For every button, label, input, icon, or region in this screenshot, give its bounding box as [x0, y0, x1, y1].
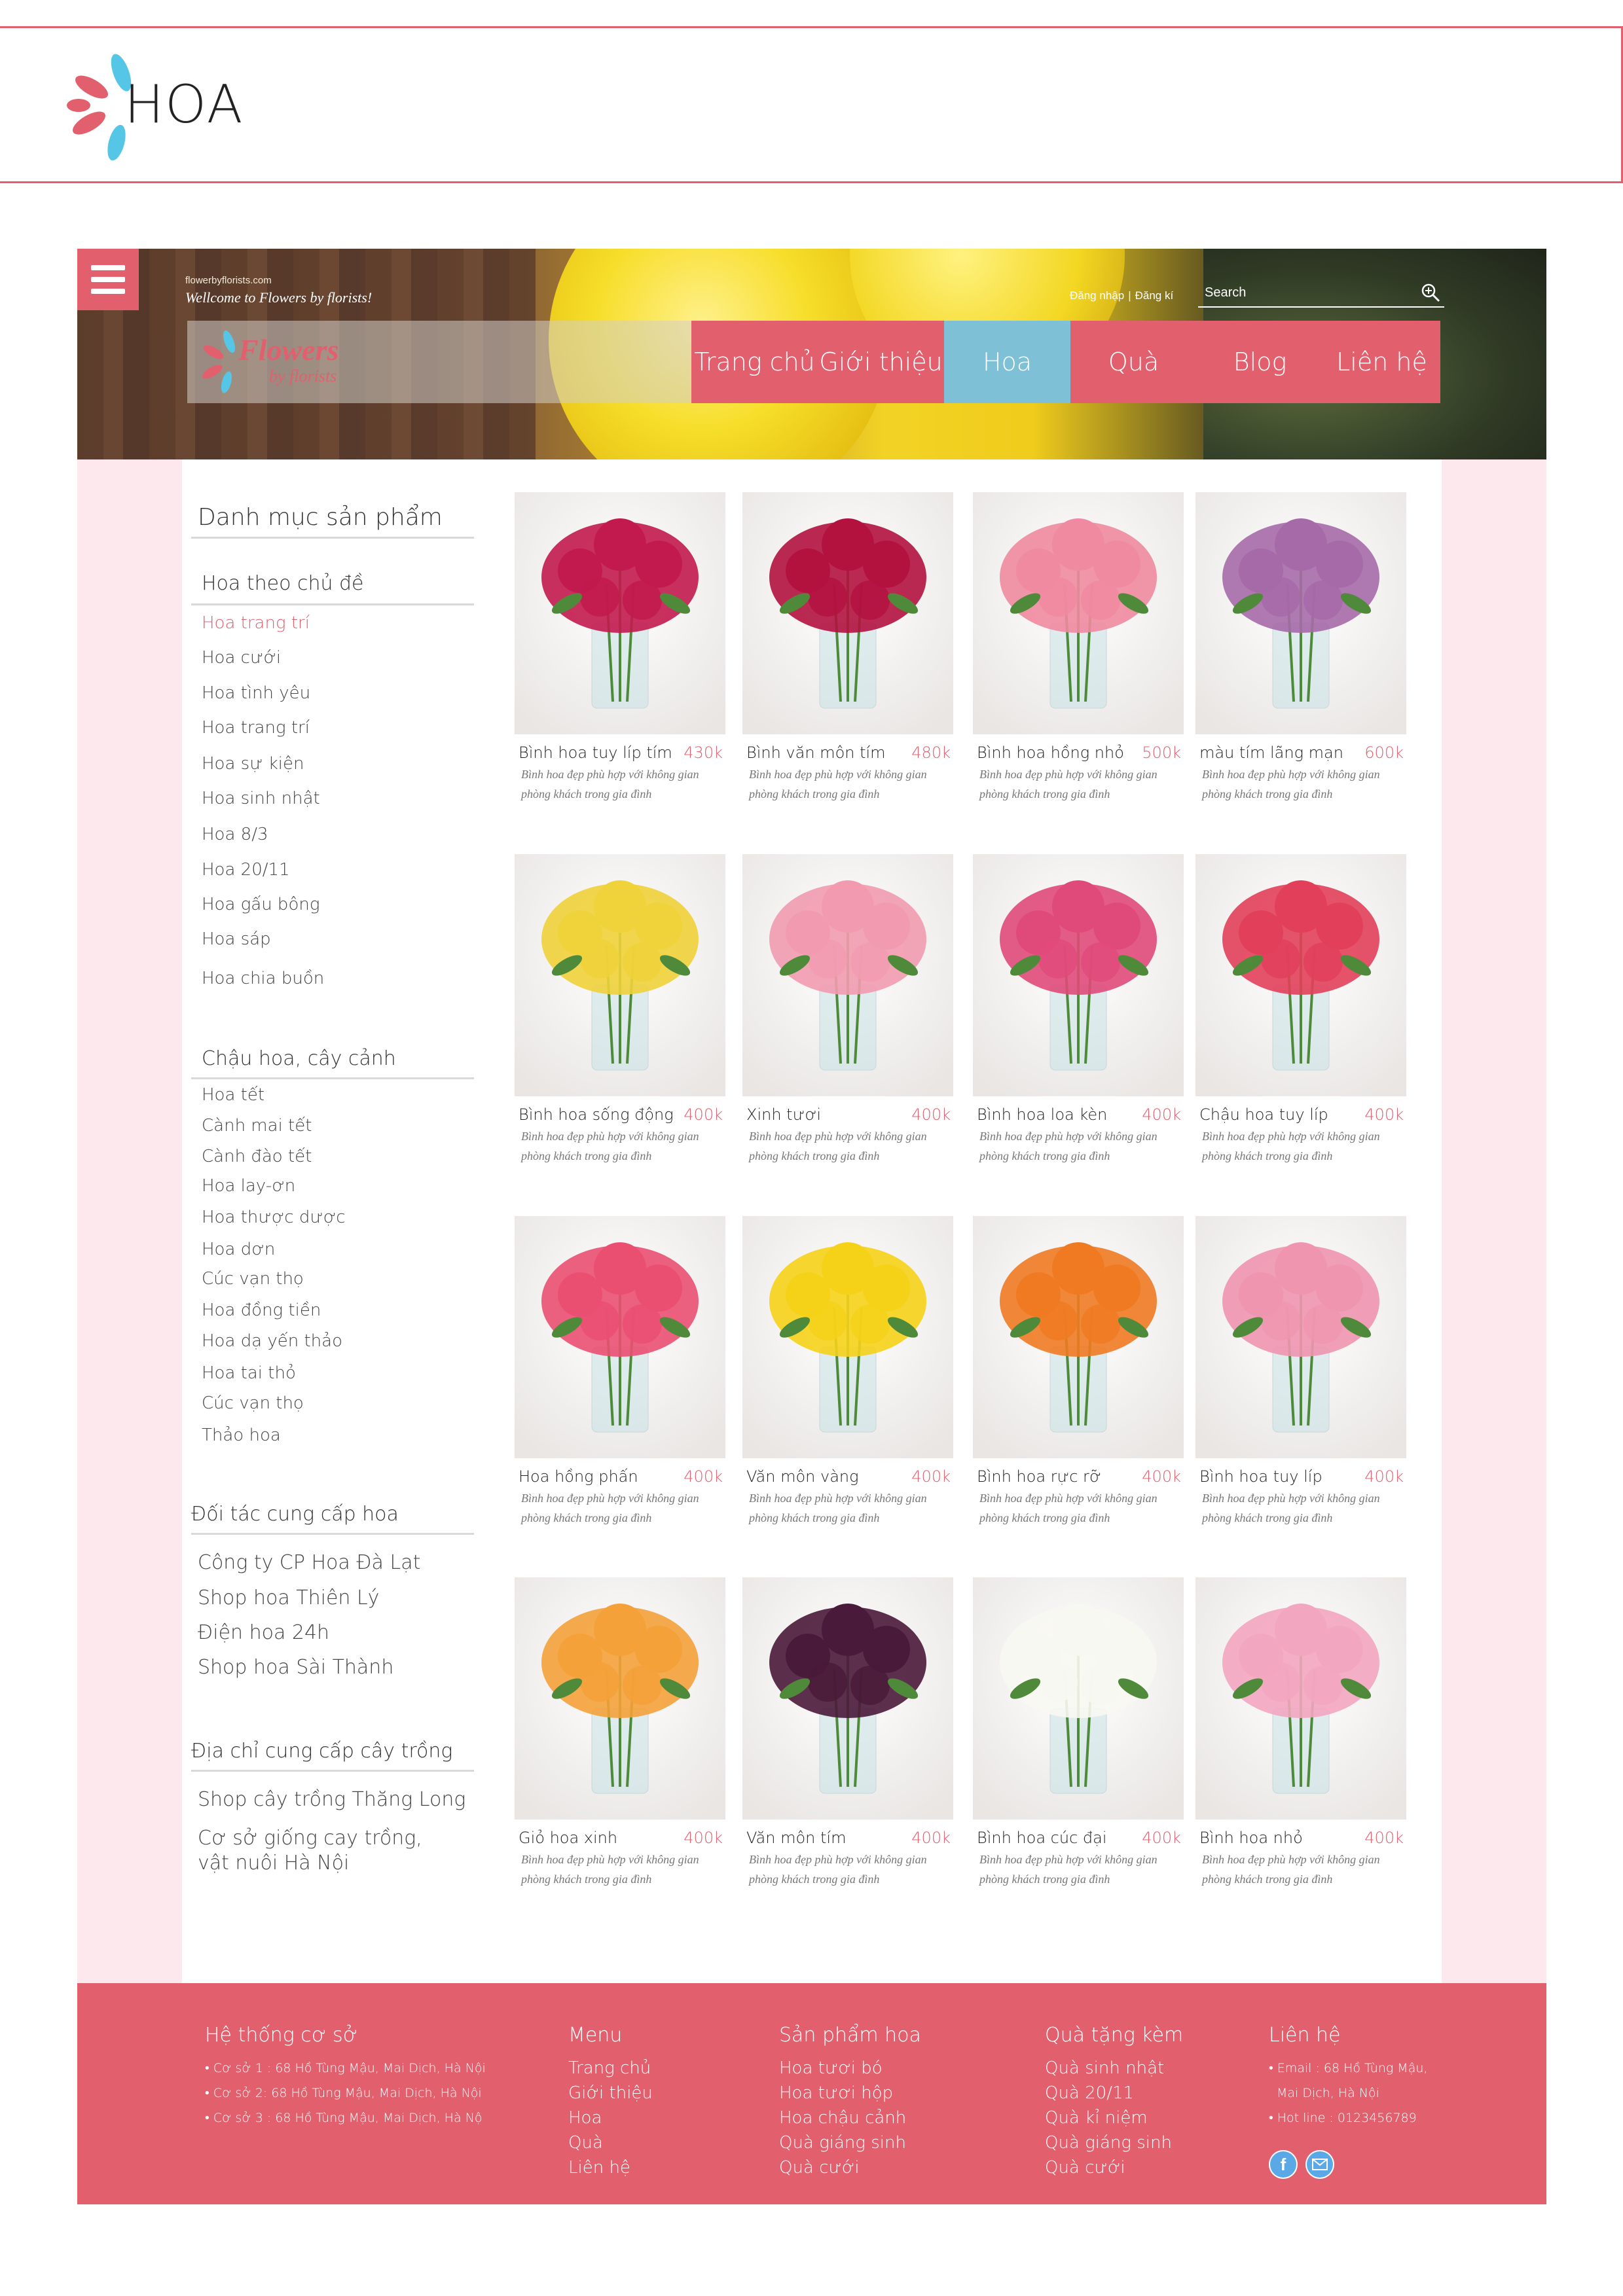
sidebar-link[interactable]: Hoa thược dược [202, 1208, 346, 1227]
sidebar-divider [191, 1077, 474, 1079]
site-logo-subtext: by florists [269, 367, 337, 386]
footer-branch-item: • Cơ sở 3 : 68 Hồ Tùng Mậu, Mai Dịch, Hà Nộ [205, 2111, 483, 2125]
product-name[interactable]: Bình hoa loa kèn [977, 1105, 1108, 1124]
footer-hotline: • Hot line : 0123456789 [1269, 2111, 1417, 2125]
product-description: Bình hoa đẹp phù hợp với không gian phòng khách trong gia đình [749, 1853, 927, 1886]
product-image[interactable] [1195, 1216, 1406, 1458]
sidebar-link[interactable]: Hoa đồng tiền [202, 1300, 321, 1320]
product-description: Bình hoa đẹp phù hợp với không gian phòng khách trong gia đình [749, 768, 927, 800]
sidebar-link[interactable]: Cành mai tết [202, 1116, 312, 1136]
product-description: Bình hoa đẹp phù hợp với không gian phòng khách trong gia đình [979, 1492, 1158, 1524]
product-description: Bình hoa đẹp phù hợp với không gian phòng khách trong gia đình [521, 1853, 699, 1886]
sidebar-link[interactable]: Hoa trang trí [202, 718, 310, 738]
main-nav [691, 321, 1440, 403]
product-description: Bình hoa đẹp phù hợp với không gian phòng khách trong gia đình [749, 1130, 927, 1162]
product-name[interactable]: Bình hoa tuy líp [1199, 1467, 1322, 1486]
header-hero [77, 249, 1546, 459]
product-image[interactable] [973, 492, 1184, 734]
footer-contact [1269, 2024, 1427, 2182]
nav-item[interactable]: Trang chủ [691, 321, 818, 403]
sidebar-divider [191, 1770, 474, 1772]
footer-products [779, 2024, 921, 2180]
product-image[interactable] [973, 1216, 1184, 1458]
sidebar-link[interactable]: Hoa 20/11 [202, 860, 290, 880]
product-price: 400k [684, 1829, 723, 1847]
sidebar-link[interactable]: Cành đào tết [202, 1147, 312, 1166]
sidebar-section-title: Chậu hoa, cây cảnh [202, 1047, 396, 1070]
product-name[interactable]: Bình hoa hồng nhỏ [977, 744, 1124, 762]
product-description: Bình hoa đẹp phù hợp với không gian phòng khách trong gia đình [979, 1853, 1158, 1886]
product-description: Bình hoa đẹp phù hợp với không gian phòng khách trong gia đình [1202, 768, 1380, 800]
product-price: 480k [911, 744, 951, 762]
nav-item[interactable]: Hoa [944, 321, 1070, 403]
brand-bar [0, 26, 1623, 183]
product-name[interactable]: Bình hoa nhỏ [1199, 1829, 1303, 1847]
product-price: 430k [684, 744, 723, 762]
sidebar-link[interactable]: Hoa chia buồn [202, 969, 325, 988]
sidebar-link[interactable]: Công ty CP Hoa Đà Lạt [198, 1551, 421, 1574]
sidebar-section-title: Địa chỉ cung cấp cây trồng [191, 1740, 453, 1763]
product-description: Bình hoa đẹp phù hợp với không gian phòng khách trong gia đình [521, 1492, 699, 1524]
sidebar-link[interactable]: Hoa sáp [202, 929, 271, 949]
footer-menu-link[interactable]: Quà [568, 2133, 603, 2153]
product-name[interactable]: Bình hoa tuy líp tím [519, 744, 672, 762]
product-image[interactable] [515, 492, 725, 734]
search-box [1198, 278, 1444, 308]
product-image[interactable] [515, 1216, 725, 1458]
search-icon[interactable] [1421, 283, 1440, 302]
content-panel [182, 459, 1442, 1983]
product-image[interactable] [515, 1577, 725, 1820]
sidebar-link[interactable]: Hoa dơn [202, 1240, 276, 1259]
product-name[interactable]: Bình hoa rực rỡ [977, 1467, 1102, 1486]
brand-name: HOA [124, 74, 244, 135]
site-url: flowerbyflorists.com [185, 275, 272, 286]
footer-branches [205, 2024, 486, 2130]
product-price: 400k [911, 1829, 951, 1847]
product-image[interactable] [1195, 854, 1406, 1096]
social-links [1269, 2130, 1427, 2182]
product-price: 400k [1364, 1829, 1404, 1847]
footer-email: • Email : 68 Hồ Tùng Mậu, [1269, 2061, 1428, 2075]
product-price: 400k [911, 1105, 951, 1124]
hamburger-menu-icon[interactable] [77, 249, 139, 310]
sidebar-link[interactable]: Hoa gấu bông [202, 895, 320, 914]
product-name[interactable]: Giỏ hoa xinh [519, 1829, 618, 1847]
product-price: 400k [1142, 1467, 1181, 1486]
sidebar-divider [191, 537, 474, 539]
sidebar-link[interactable]: Điện hoa 24h [198, 1621, 330, 1644]
footer-gift-link[interactable]: Quà 20/11 [1045, 2083, 1135, 2103]
footer [77, 1983, 1546, 2204]
footer-branches-title: Hệ thống cơ sở [205, 2024, 358, 2047]
footer-branch-item: • Cơ sở 2: 68 Hồ Tùng Mậu, Mai Dịch, Hà Nội [205, 2086, 482, 2100]
footer-menu-link[interactable]: Liên hệ [568, 2158, 630, 2178]
welcome-text: Wellcome to Flowers by florists! [185, 289, 373, 306]
product-description: Bình hoa đẹp phù hợp với không gian phòng khách trong gia đình [521, 1130, 699, 1162]
nav-item[interactable]: Liên hệ [1323, 321, 1440, 403]
product-description: Bình hoa đẹp phù hợp với không gian phòng khách trong gia đình [521, 768, 699, 800]
footer-gift-link[interactable]: Quà sinh nhật [1045, 2058, 1165, 2078]
nav-item[interactable]: Quà [1070, 321, 1197, 403]
footer-product-link[interactable]: Hoa chậu cảnh [779, 2108, 907, 2128]
product-name[interactable]: Hoa hồng phấn [519, 1467, 638, 1486]
sidebar-section-title: Hoa theo chủ đề [202, 572, 364, 595]
footer-gifts-title: Quà tặng kèm [1045, 2024, 1184, 2047]
product-price: 400k [1364, 1105, 1404, 1124]
product-image[interactable] [742, 1577, 953, 1820]
footer-menu-link[interactable]: Giới thiệu [568, 2083, 653, 2103]
footer-menu-link[interactable]: Trang chủ [568, 2058, 651, 2078]
site-logo-text: Flowers [238, 333, 339, 367]
product-name[interactable]: Chậu hoa tuy líp [1199, 1105, 1328, 1124]
product-name[interactable]: màu tím lãng mạn [1199, 744, 1343, 762]
product-price: 400k [911, 1467, 951, 1486]
product-image[interactable] [515, 854, 725, 1096]
product-image[interactable] [742, 492, 953, 734]
product-name[interactable]: Bình hoa cúc đại [977, 1829, 1107, 1847]
product-image[interactable] [1195, 492, 1406, 734]
product-price: 400k [1364, 1467, 1404, 1486]
sidebar-link[interactable]: Shop hoa Sài Thành [198, 1656, 394, 1679]
sidebar-link[interactable]: Cúc vạn thọ [202, 1269, 304, 1289]
footer-gift-link[interactable]: Quà cưới [1045, 2158, 1125, 2178]
nav-item[interactable]: Blog [1197, 321, 1323, 403]
footer-address: Mai Dịch, Hà Nội [1277, 2086, 1379, 2100]
product-name[interactable]: Xinh tươi [746, 1105, 822, 1124]
register-link[interactable]: Đăng kí [1135, 289, 1174, 302]
footer-product-link[interactable]: Quà cưới [779, 2158, 860, 2178]
footer-menu [568, 2024, 653, 2180]
product-description: Bình hoa đẹp phù hợp với không gian phòng khách trong gia đình [1202, 1492, 1380, 1524]
footer-product-link[interactable]: Hoa tươi hộp [779, 2083, 894, 2103]
search-input[interactable] [1198, 281, 1408, 304]
product-price: 400k [1142, 1829, 1181, 1847]
product-image[interactable] [742, 1216, 953, 1458]
product-name[interactable]: Văn môn tím [746, 1829, 847, 1847]
sidebar-link[interactable]: Cơ sở giống cay trồng, vật nuôi Hà Nội [198, 1827, 422, 1874]
product-price: 500k [1142, 744, 1181, 762]
product-price: 400k [684, 1467, 723, 1486]
product-name[interactable]: Văn môn vàng [746, 1467, 859, 1486]
product-description: Bình hoa đẹp phù hợp với không gian phòng khách trong gia đình [979, 768, 1158, 800]
sidebar-title: Danh mục sản phẩm [198, 504, 443, 531]
site-mockup [77, 249, 1546, 2204]
sidebar-link[interactable]: Hoa 8/3 [202, 825, 268, 844]
product-description: Bình hoa đẹp phù hợp với không gian phòng khách trong gia đình [1202, 1853, 1380, 1886]
product-description: Bình hoa đẹp phù hợp với không gian phòng khách trong gia đình [749, 1492, 927, 1524]
nav-item[interactable]: Giới thiệu [818, 321, 944, 403]
sidebar-link[interactable]: Hoa dạ yến thảo [202, 1331, 342, 1351]
footer-products-title: Sản phẩm hoa [779, 2024, 921, 2047]
product-price: 400k [684, 1105, 723, 1124]
product-description: Bình hoa đẹp phù hợp với không gian phòng khách trong gia đình [979, 1130, 1158, 1162]
sidebar-link[interactable]: Hoa sự kiện [202, 754, 304, 774]
product-name[interactable]: Bình hoa sống động [519, 1105, 674, 1124]
facebook-icon[interactable] [1269, 2150, 1298, 2179]
footer-contact-title: Liên hệ [1269, 2024, 1341, 2047]
sidebar-link[interactable]: Hoa trang trí [202, 613, 310, 633]
product-image[interactable] [742, 854, 953, 1096]
footer-gift-link[interactable]: Quà giáng sinh [1045, 2133, 1172, 2153]
sidebar-link[interactable]: Hoa sinh nhật [202, 789, 320, 808]
sidebar-link[interactable]: Hoa tình yêu [202, 683, 311, 703]
sidebar-divider [191, 603, 474, 605]
product-description: Bình hoa đẹp phù hợp với không gian phòng khách trong gia đình [1202, 1130, 1380, 1162]
product-image[interactable] [973, 854, 1184, 1096]
product-name[interactable]: Bình văn môn tím [746, 744, 886, 762]
product-image[interactable] [1195, 1577, 1406, 1820]
product-image[interactable] [973, 1577, 1184, 1820]
product-price: 400k [1142, 1105, 1181, 1124]
sidebar-link[interactable]: Shop hoa Thiên Lý [198, 1587, 380, 1609]
sidebar-link[interactable]: Hoa tai thỏ [202, 1363, 296, 1383]
footer-menu-title: Menu [568, 2024, 623, 2047]
sidebar-section-title: Đối tác cung cấp hoa [191, 1503, 399, 1526]
login-link[interactable]: Đăng nhập [1070, 289, 1125, 302]
footer-gifts [1045, 2024, 1183, 2180]
sidebar-link[interactable]: Shop cây trồng Thăng Long [198, 1788, 466, 1811]
product-price: 600k [1364, 744, 1404, 762]
footer-product-link[interactable]: Hoa tươi bó [779, 2058, 883, 2078]
auth-links: Đăng nhập | Đăng kí [1070, 289, 1174, 302]
svg-text:f: f [1280, 2155, 1286, 2174]
footer-product-link[interactable]: Quà giáng sinh [779, 2133, 906, 2153]
footer-gift-link[interactable]: Quà kỉ niệm [1045, 2108, 1148, 2128]
sidebar-link[interactable]: Cúc vạn thọ [202, 1393, 304, 1413]
sidebar-link[interactable]: Thảo hoa [202, 1426, 281, 1445]
sidebar-link[interactable]: Hoa tết [202, 1085, 265, 1105]
footer-menu-link[interactable]: Hoa [568, 2108, 602, 2128]
sidebar-link[interactable]: Hoa lay-ơn [202, 1176, 296, 1196]
sidebar-link[interactable]: Hoa cưới [202, 648, 282, 668]
sidebar-divider [191, 1533, 474, 1535]
footer-branch-item: • Cơ sở 1 : 68 Hồ Tùng Mậu, Mai Dịch, Hà Nội [205, 2061, 486, 2075]
mail-icon[interactable] [1305, 2150, 1334, 2179]
